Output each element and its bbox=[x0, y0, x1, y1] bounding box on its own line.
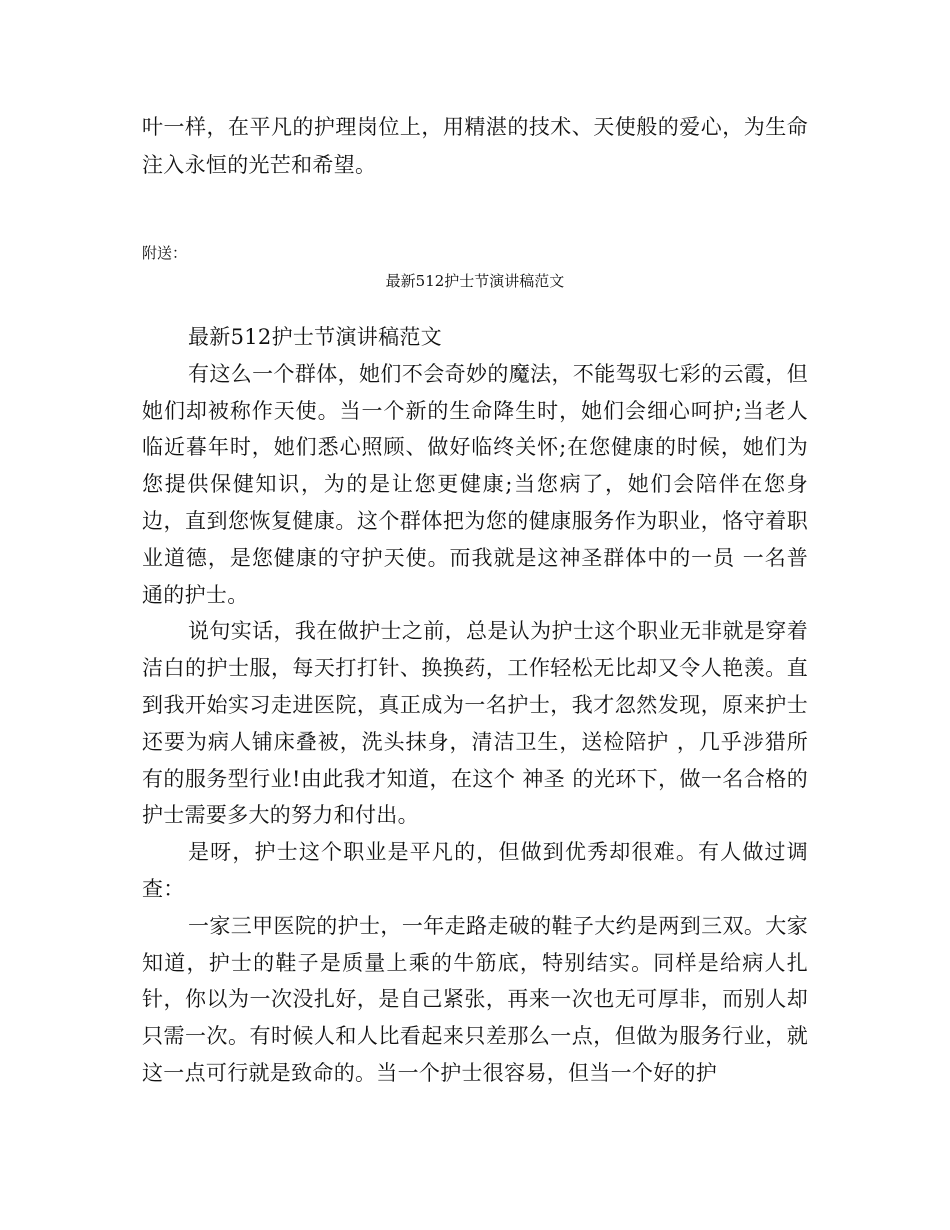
continued-paragraph: 叶一样，在平凡的护理岗位上，用精湛的技术、天使般的爱心，为生命注入永恒的光芒和希望。 bbox=[142, 115, 808, 177]
appendix-label: 附送： bbox=[142, 244, 188, 262]
article-paragraph-4: 一家三甲医院的护士，一年走路走破的鞋子大约是两到三双。大家知道，护士的鞋子是质量上乘的牛筋底，特别结实。同样是给病人扎针，你以为一次没扎好，是自己紧张，再来一次也无可厚非，而别人却只需一次。有时候人和人比看起来只差那么一点，但做为服务行业，就这一点可行就是致命的。当一个护士很容易，但当一个好的护 bbox=[142, 913, 808, 1085]
article-body bbox=[142, 319, 808, 1092]
article-paragraph-3: 是呀，护士这个职业是平凡的，但做到优秀却很难。有人做过调查： bbox=[142, 840, 808, 901]
article-paragraph-2: 说句实话，我在做护士之前，总是认为护士这个职业无非就是穿着洁白的护士服，每天打打针、换换药，工作轻松无比却又令人艳羡。直到我开始实习走进医院，真正成为一名护士，我才忽然发现，原来护士还要为病人铺床叠被，洗头抹身，清洁卫生，送检陪护 ，几乎涉猎所有的服务型行业!由此我才知道，在这个 神圣 的光环下，做一名合格的护士需要多大的努力和付出。 bbox=[142, 619, 808, 828]
appendix-title: 最新512护士节演讲稿范文 bbox=[385, 272, 565, 290]
article-paragraph-1: 有这么一个群体，她们不会奇妙的魔法，不能驾驭七彩的云霞，但她们却被称作天使。当一个新的生命降生时，她们会细心呵护;当老人临近暮年时，她们悉心照顾、做好临终关怀;在您健康的时候，她们为您提供保健知识，为的是让您更健康;当您病了，她们会陪伴在您身边，直到您恢复健康。这个群体把为您的健康服务作为职业，恪守着职业道德，是您健康的守护天使。而我就是这神圣群体中的一员 一名普通的护士。 bbox=[142, 361, 808, 607]
article-heading: 最新512护士节演讲稿范文 bbox=[188, 325, 442, 349]
